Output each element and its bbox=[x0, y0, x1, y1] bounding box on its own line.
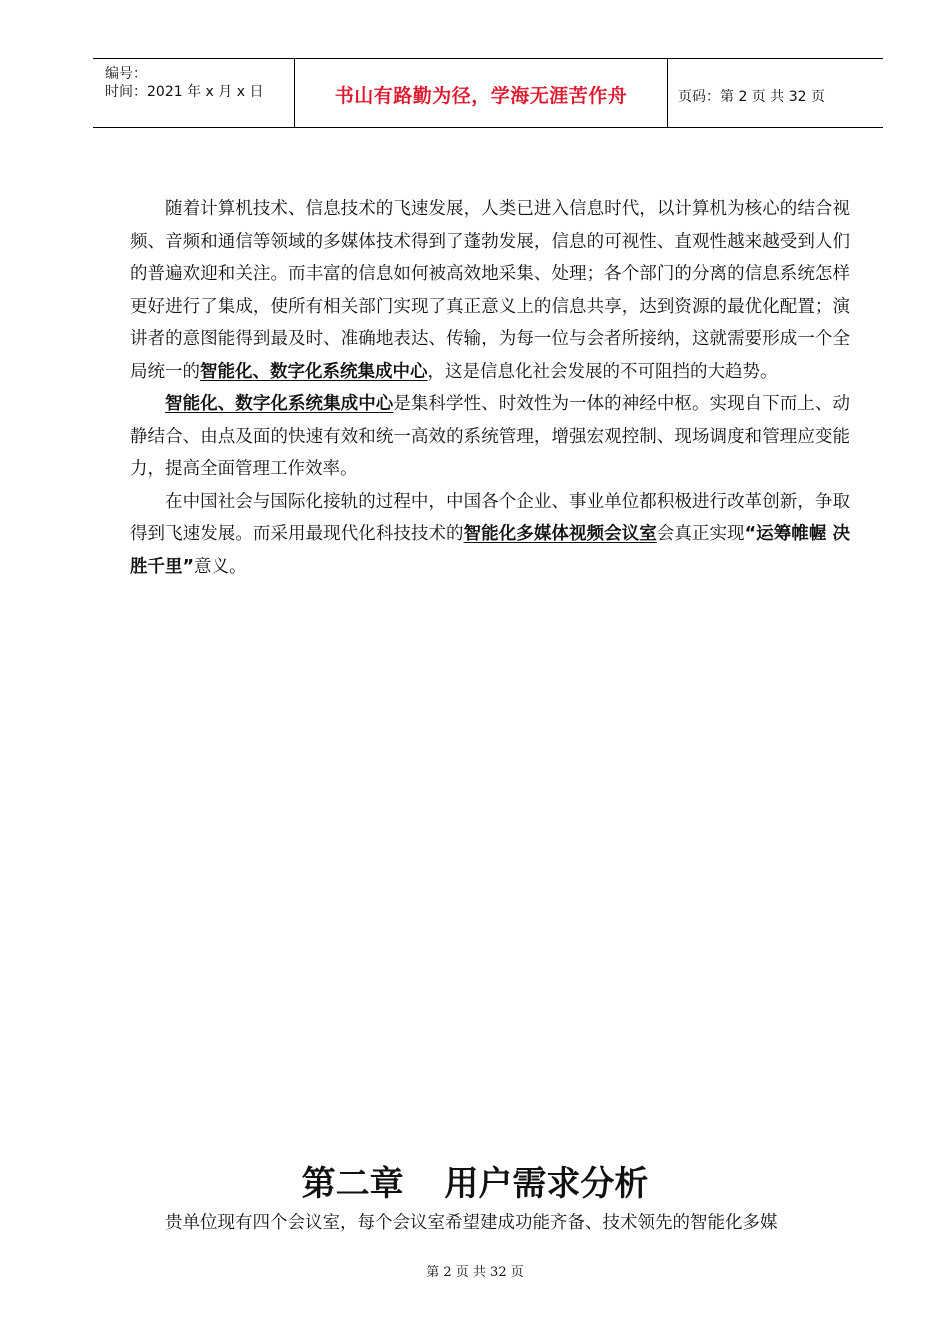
header-page-cell bbox=[668, 59, 883, 127]
quote-strategy: “运筹帷幄 决胜千里” bbox=[130, 524, 851, 577]
paragraph-3-tail: 意义。 bbox=[194, 556, 247, 577]
header-motto: 书山有路勤为径，学海无涯苦作舟 bbox=[334, 85, 628, 107]
paragraph-3-mid: 会真正实现 bbox=[656, 524, 745, 544]
header-motto-cell bbox=[295, 59, 668, 127]
emphasis-system-integration-center-2: 智能化、数字化系统集成中心 bbox=[165, 394, 394, 414]
paragraph-3 bbox=[130, 486, 850, 584]
chapter-heading bbox=[0, 1156, 950, 1205]
chapter-number: 第二章 bbox=[301, 1164, 404, 1204]
page-header bbox=[93, 58, 883, 128]
header-page-info: 页码：第 2 页 共 32 页 bbox=[678, 89, 825, 105]
chapter-title: 用户需求分析 bbox=[444, 1164, 649, 1204]
emphasis-system-integration-center: 智能化、数字化系统集成中心 bbox=[200, 361, 428, 382]
main-body bbox=[130, 193, 850, 583]
chapter-intro-line: 贵单位现有四个会议室，每个会议室希望建成功能齐备、技术领先的智能化多媒 bbox=[165, 1213, 778, 1233]
header-meta-cell bbox=[93, 59, 295, 127]
paragraph-1-tail: ，这是信息化社会发展的不可阻挡的大趋势。 bbox=[427, 361, 778, 382]
page-footer: 第 2 页 共 32 页 bbox=[426, 1265, 524, 1280]
emphasis-video-conference-room: 智能化多媒体视频会议室 bbox=[463, 524, 657, 544]
document-time-label: 时间：2021 年 x 月 x 日 bbox=[105, 84, 264, 100]
chapter-intro-text bbox=[130, 1208, 850, 1238]
paragraph-1-text: 随着计算机技术、信息技术的飞速发展，人类已进入信息时代，以计算机为核心的结合视频、音频和通信等领域的多媒体技术得到了蓬勃发展，信息的可视性、直观性越来越受到人们的普遍欢迎和关注。而丰富的信息如何被高效地采集、处理；各个部门的分离的信息系统怎样更好进行了集成，使所有相关部门实现了真正意义上的信息共享，达到资源的最优化配置；演讲者的意图能得到最及时、准确地表达、传输，为每一位与会者所接纳，这就需要形成一个全局统一的 bbox=[130, 199, 850, 382]
paragraph-1 bbox=[130, 193, 850, 388]
paragraph-3-text: 在中国社会与国际化接轨的过程中，中国各个企业、事业单位都积极进行改革创新，争取得到飞速发展。而采用最现代化科技技术的 bbox=[130, 491, 850, 544]
paragraph-2-text: 是集科学性、时效性为一体的神经中枢。实现自下而上、动静结合、由点及面的快速有效和统一高效的系统管理，增强宏观控制、现场调度和管理应变能力，提高全面管理工作效率。 bbox=[130, 394, 851, 479]
document-number-label: 编号： bbox=[105, 66, 147, 82]
paragraph-2 bbox=[130, 388, 850, 486]
